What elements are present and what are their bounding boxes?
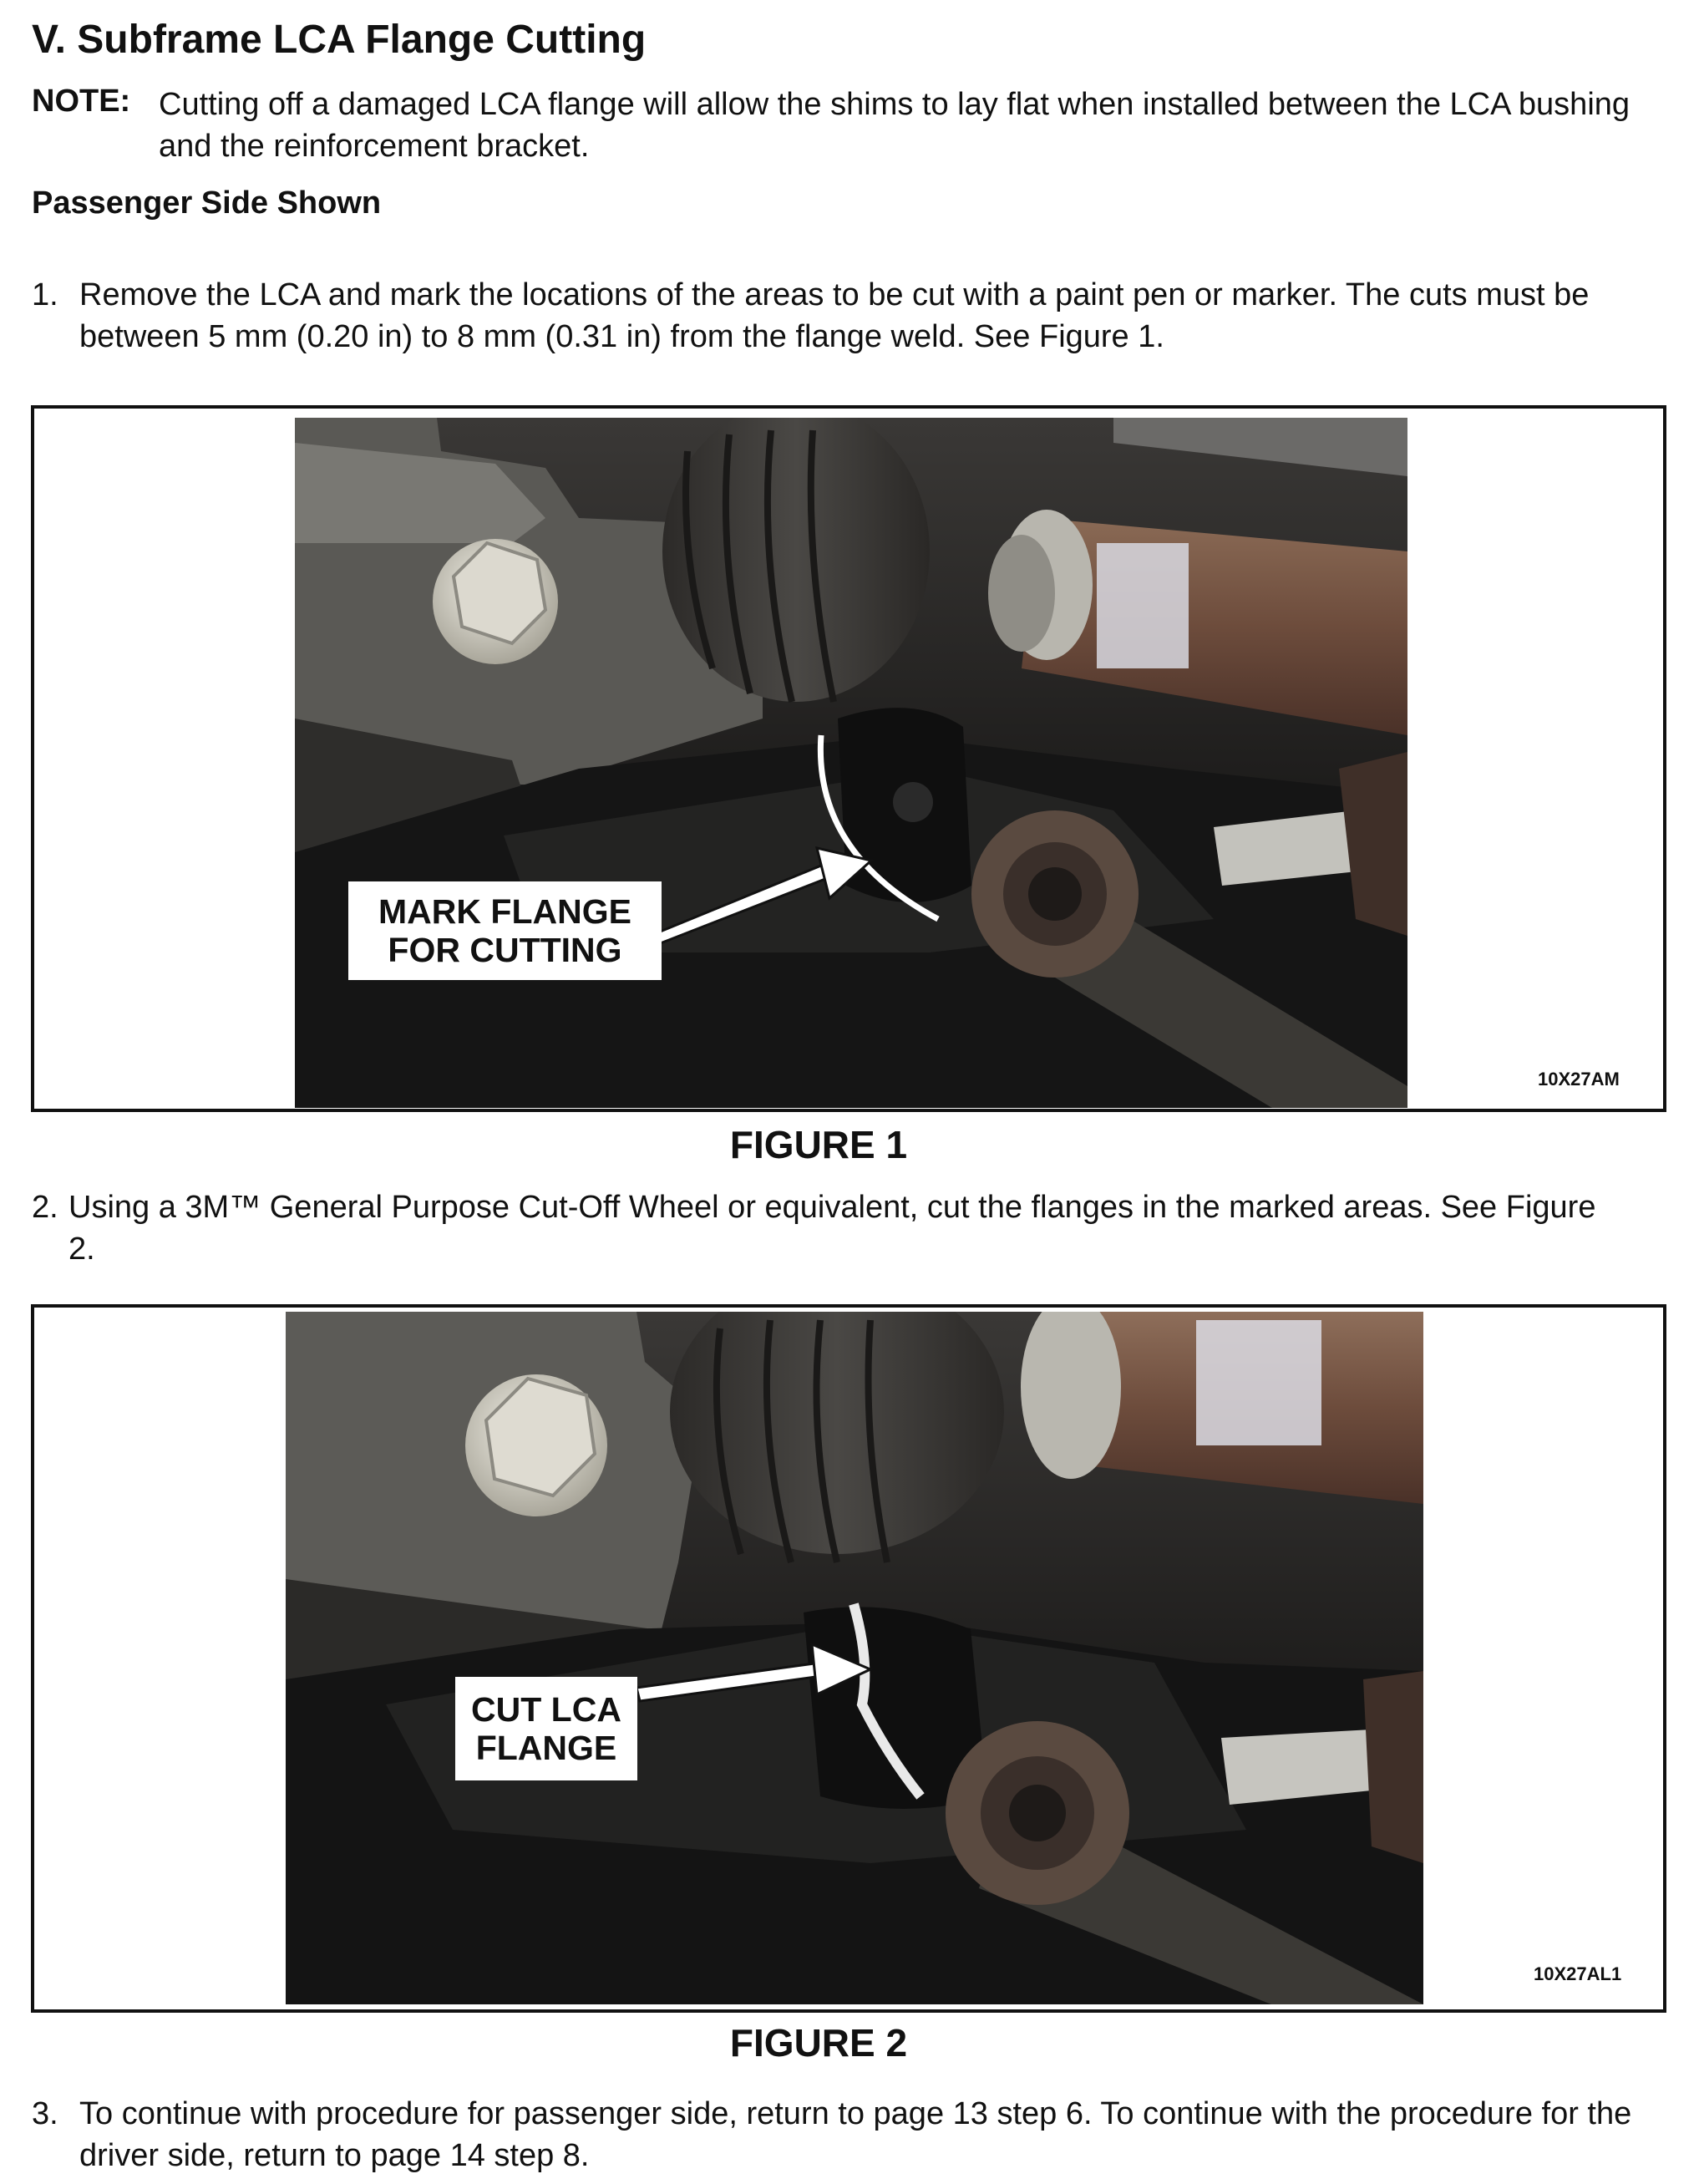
step-2-text: Using a 3M™ General Purpose Cut-Off Wheel or equivalent, cut the flanges in the marked areas. See Figure 2. [68, 1190, 1596, 1267]
step-3-text: To continue with procedure for passenger side, return to page 13 step 6. To continue with the procedure for the driver side, return to page 14 step 8. [79, 2096, 1632, 2173]
figure-2-photo [286, 1312, 1423, 2004]
figure-2-callout-line1: CUT LCA [471, 1690, 621, 1729]
figure-2-callout-line2: FLANGE [475, 1729, 617, 1767]
note-text: Cutting off a damaged LCA flange will allow the shims to lay flat when installed between the LCA bushing and the reinforcement bracket. [159, 87, 1631, 164]
figure-1-callout [348, 881, 662, 980]
figure-2-code: 10X27AL1 [1534, 1963, 1622, 1984]
step-1-number: 1. [32, 277, 58, 312]
figure-1-caption: FIGURE 1 [729, 1123, 908, 1166]
figure-2-frame [31, 1304, 1666, 2013]
step-3-number: 3. [32, 2096, 58, 2131]
figure-1-callout-line1: MARK FLANGE [378, 892, 631, 931]
figure-2-callout [455, 1677, 637, 1780]
step-1-text: Remove the LCA and mark the locations of the areas to be cut with a paint pen or marker. The cuts must be between 5 mm (0.20 in) to 8 mm (0.31 in) from the flange weld. See Figure 1. [79, 277, 1590, 354]
figure-1-frame [31, 405, 1666, 1112]
figure-2-caption: FIGURE 2 [729, 2021, 908, 2065]
section-title: V. Subframe LCA Flange Cutting [32, 18, 647, 62]
figure-1-code: 10X27AM [1538, 1069, 1620, 1089]
figure-1-photo [295, 418, 1407, 1108]
step-2-number: 2. [32, 1190, 58, 1225]
figure-1-callout-line2: FOR CUTTING [388, 931, 622, 969]
note-label: NOTE: [32, 84, 131, 119]
subheading: Passenger Side Shown [32, 185, 382, 221]
